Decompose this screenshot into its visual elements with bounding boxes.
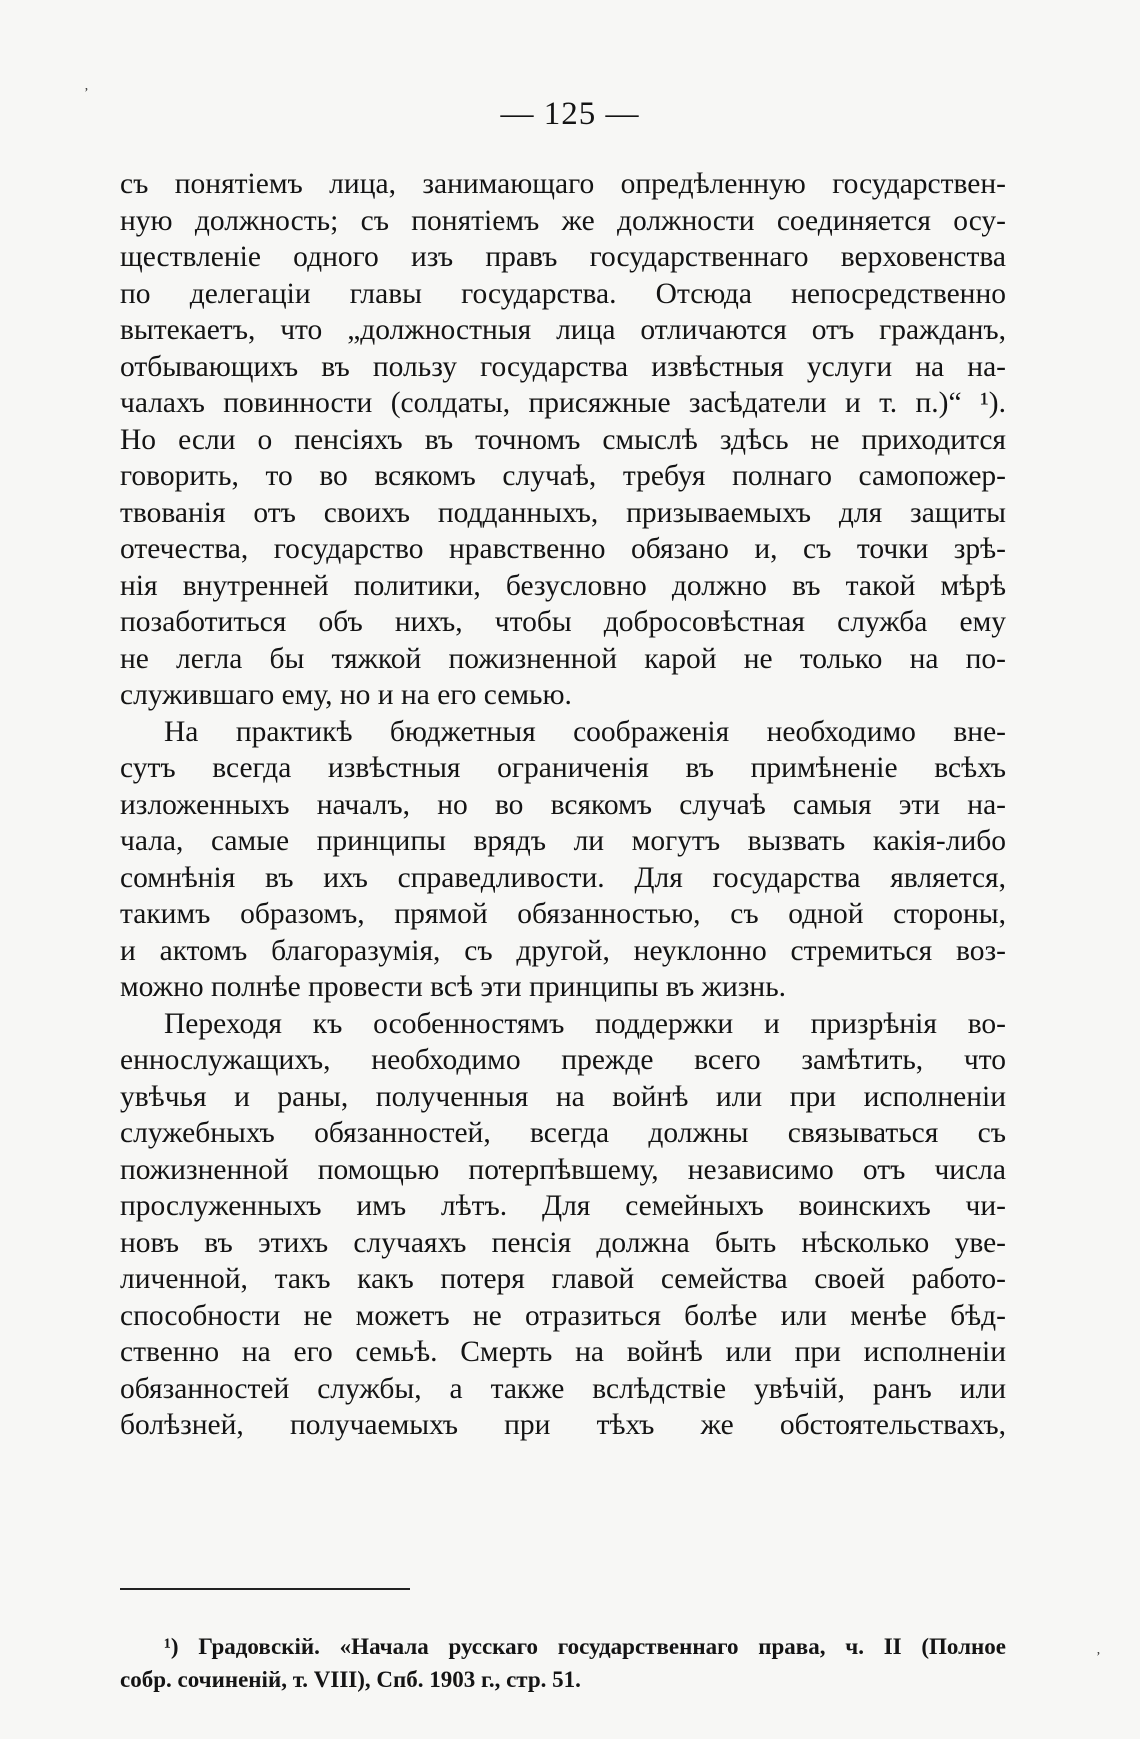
scan-speck: ʼ — [1096, 1650, 1101, 1665]
text-line: болѣзней, получаемыхъ при тѣхъ же обстоятельствахъ, — [120, 1409, 1006, 1441]
text-line: способности не можетъ не отразиться болѣе или менѣе бѣд- — [120, 1299, 1006, 1332]
text-line: служившаго ему, но и на его семью. — [120, 679, 572, 711]
text-line: обязанностей службы, а также вслѣдствіе увѣчій, ранъ или — [120, 1372, 1006, 1405]
text-line: Но если о пенсіяхъ въ точномъ смыслѣ здѣсь не приходится — [120, 423, 1006, 456]
text-line: На практикѣ бюджетныя соображенія необходимо вне- — [164, 715, 1006, 748]
text-line: сутъ всегда извѣстныя ограниченія въ примѣненіе всѣхъ — [120, 752, 1006, 784]
text-line: отбывающихъ въ пользу государства извѣстныя услуги на на- — [120, 350, 1006, 383]
text-line: прослуженныхъ имъ лѣтъ. Для семейныхъ воинскихъ чи- — [120, 1190, 1006, 1222]
text-line: личенной, такъ какъ потеря главой семейства своей работо- — [120, 1263, 1006, 1295]
text-line: новъ въ этихъ случаяхъ пенсія должна быть нѣсколько уве- — [120, 1226, 1006, 1259]
footnote-divider — [120, 1588, 410, 1590]
text-line: съ понятіемъ лица, занимающаго опредѣленную государствен- — [120, 168, 1006, 200]
text-line: пожизненной помощью потерпѣвшему, независимо отъ числа — [120, 1153, 1006, 1186]
text-line: нія внутренней политики, безусловно должно въ такой мѣрѣ — [120, 569, 1006, 602]
text-line: служебныхъ обязанностей, всегда должны связываться съ — [120, 1117, 1006, 1149]
main-text — [120, 166, 1006, 1444]
footnote-line: собр. сочиненій, т. VIII), Спб. 1903 г., стр. 51. — [120, 1667, 581, 1692]
footnote-line: ¹) Градовскій. «Начала русскаго государственнаго права, ч. II (Полное — [164, 1634, 1006, 1659]
text-line: позаботиться объ нихъ, чтобы добросовѣстная служба ему — [120, 606, 1006, 638]
text-line: не легла бы тяжкой пожизненной карой не только на по- — [120, 642, 1006, 675]
text-line: ную должность; съ понятіемъ же должности соединяется осу- — [120, 204, 1006, 237]
scan-speck: ʼ — [84, 86, 89, 101]
text-line: такимъ образомъ, прямой обязанностью, съ одной стороны, — [120, 898, 1006, 930]
footnotes — [120, 1630, 1006, 1696]
text-line: сомнѣнія въ ихъ справедливости. Для государства является, — [120, 861, 1006, 894]
text-line: твованія отъ своихъ подданныхъ, призываемыхъ для защиты — [120, 496, 1006, 529]
text-line: говорить, то во всякомъ случаѣ, требуя полнаго самопожер- — [120, 460, 1006, 492]
text-line: ществленіе одного изъ правъ государственнаго верховенства — [120, 241, 1006, 273]
text-line: вытекаетъ, что „должностныя лица отличаются отъ гражданъ, — [120, 314, 1006, 346]
text-line: отечества, государство нравственно обязано и, съ точки зрѣ- — [120, 533, 1006, 565]
text-line: увѣчья и раны, полученныя на войнѣ или при исполненіи — [120, 1080, 1006, 1113]
text-line: Переходя къ особенностямъ поддержки и призрѣнія во- — [164, 1007, 1006, 1040]
text-line: по делегаціи главы государства. Отсюда непосредственно — [120, 277, 1006, 310]
text-line: ственно на его семьѣ. Смерть на войнѣ или при исполненіи — [120, 1336, 1006, 1368]
text-line: и актомъ благоразумія, съ другой, неуклонно стремиться воз- — [120, 934, 1006, 967]
text-line: чалахъ повинности (солдаты, присяжные засѣдатели и т. п.)“ ¹). — [120, 387, 1006, 419]
text-line: можно полнѣе провести всѣ эти принципы въ жизнь. — [120, 971, 787, 1003]
text-line: изложенныхъ началъ, но во всякомъ случаѣ самыя эти на- — [120, 788, 1006, 821]
text-line: чала, самые принципы врядъ ли могутъ вызвать какія-либо — [120, 825, 1006, 857]
text-line: еннослужащихъ, необходимо прежде всего замѣтить, что — [120, 1044, 1006, 1076]
page-number: — 125 — — [500, 96, 640, 132]
